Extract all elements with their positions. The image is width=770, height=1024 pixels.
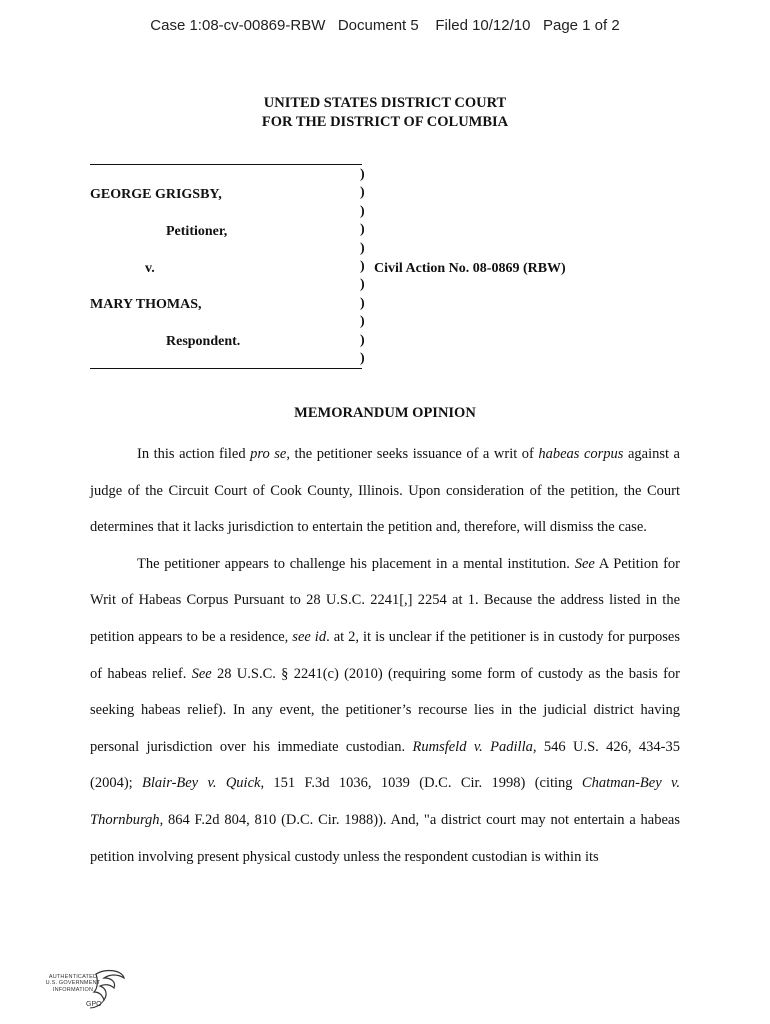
italic-run: Rumsfeld v. Padilla, [412,738,537,755]
text-run: The petitioner appears to challenge his placement in a mental institution. [137,555,575,572]
paren: ) [360,351,365,367]
paren: ) [360,240,365,256]
petitioner-name: GEORGE GRIGSBY, [90,187,222,202]
paren: ) [360,277,365,293]
court-name-line1: UNITED STATES DISTRICT COURT [263,95,507,111]
italic-run: See [191,665,212,682]
caption-parentheses [360,166,365,368]
italic-run: pro se [250,446,287,462]
paren: ) [360,332,365,348]
paren: ) [360,185,365,201]
paragraph-2 [90,546,680,875]
text-run: against a judge of the Circuit Court of Cook County, Illinois. Upon consideration of the petition, the Court determines that it lacks jurisdiction to entertain the petition and, therefore, will dismiss the case. [90,446,680,536]
versus: v. [145,261,155,276]
paren: ) [360,222,365,238]
opinion-body [90,436,680,875]
caption-bottom-rule [90,368,362,369]
seal-line: AUTHENTICATED [48,974,98,980]
italic-run: habeas corpus [538,446,624,462]
italic-run: see id [292,628,327,645]
court-name-line2: FOR THE DISTRICT OF COLUMBIA [261,114,509,130]
paren: ) [360,167,365,182]
paren: ) [360,259,365,275]
case-number: Civil Action No. 08-0869 (RBW) [374,261,566,276]
italic-run: See [574,555,595,572]
seal-line: U.S. GOVERNMENT [45,980,101,987]
italic-run: Chatman-Bey v. Thornburgh [90,775,680,828]
italic-run: Blair-Bey v. Quick [142,775,261,792]
text-run: , 864 F.2d 804, 810 (D.C. Cir. 1988)). And, "a district court may not entertain a habeas petition involving present physical custody unless the respondent custodian is within its [90,811,680,865]
text-run: In this action filed [137,446,251,462]
text-run: . at 2, it is unclear if the petitioner is in custody for purposes of habeas relief. [90,628,680,682]
text-run: 546 U.S. 426, 434-35 (2004); [90,738,680,792]
petitioner-role: Petitioner, [166,224,228,239]
text-run: , 151 F.3d 1036, 1039 (D.C. Cir. 1998) (citing [260,775,582,792]
text-run: A Petition for Writ of Habeas Corpus Pursuant to 28 U.S.C. 2241[,] 2254 at 1. Because the address listed in the petition appears to be a residence, [90,555,680,645]
docket-header: Case 1:08-cv-00869-RBW Document 5 Filed 10/12/10 Page 1 of 2 [150,17,620,34]
paren: ) [360,314,365,330]
paren: ) [360,203,365,219]
text-run: 28 U.S.C. § 2241(c) (2010) (requiring some form of custody as the basis for seeking habeas relief). In any event, the petitioner’s recourse lies in the judicial district having personal jurisdiction over his immediate custodian. [90,665,680,755]
seal-line: INFORMATION [52,986,94,993]
paren: ) [360,295,365,311]
caption-top-rule [90,164,362,165]
court-name [0,94,770,132]
seal-mark: GPO [86,1001,102,1008]
respondent-name: MARY THOMAS, [90,297,202,312]
respondent-role: Respondent. [166,334,241,349]
gpo-authentication-seal [44,968,136,1018]
paragraph-1 [90,436,680,546]
document-title: MEMORANDUM OPINION [294,405,476,421]
text-run: , the petitioner seeks issuance of a writ of [286,446,539,462]
